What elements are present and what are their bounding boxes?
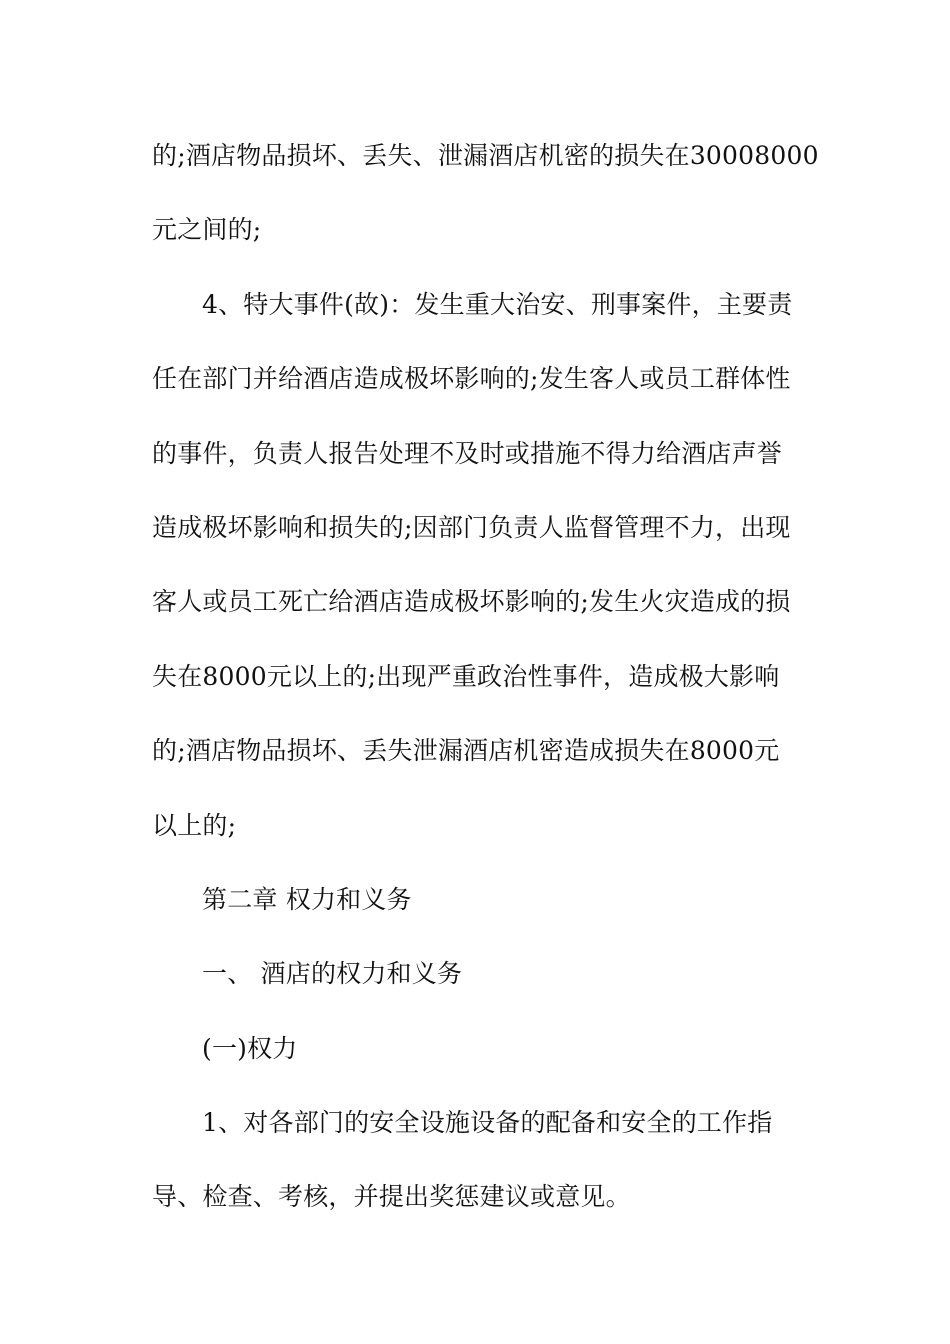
text-line-9: 的;酒店物品损坏、丢失泄漏酒店机密造成损失在8000元	[152, 736, 780, 766]
text-line-1: 的;酒店物品损坏、丢失、泄漏酒店机密的损失在30008000	[152, 141, 819, 170]
text-line-3: 4、特大事件(故)：发生重大治安、刑事案件，主要责	[202, 289, 793, 319]
subsection-heading: (一)权力	[202, 1033, 298, 1063]
text-line-15: 导、检查、考核，并提出奖惩建议或意见。	[152, 1182, 631, 1212]
chapter-heading: 第二章 权力和义务	[202, 884, 412, 914]
text-line-14: 1、对各部门的安全设施设备的配备和安全的工作指	[202, 1108, 773, 1138]
text-line-6: 造成极坏影响和损失的;因部门负责人监督管理不力，出现	[152, 512, 791, 542]
text-line-2: 元之间的;	[152, 215, 262, 245]
text-line-5: 的事件，负责人报告处理不及时或措施不得力给酒店声誉	[152, 438, 783, 468]
text-line-8: 失在8000元以上的;出现严重政治性事件，造成极大影响	[152, 661, 780, 691]
text-line-4: 任在部门并给酒店造成极坏影响的;发生客人或员工群体性	[152, 364, 791, 394]
section-heading: 一、 酒店的权力和义务	[202, 959, 463, 989]
text-line-10: 以上的;	[152, 810, 237, 840]
document-body	[152, 119, 819, 1235]
text-line-7: 客人或员工死亡给酒店造成极坏影响的;发生火灾造成的损	[152, 587, 791, 617]
